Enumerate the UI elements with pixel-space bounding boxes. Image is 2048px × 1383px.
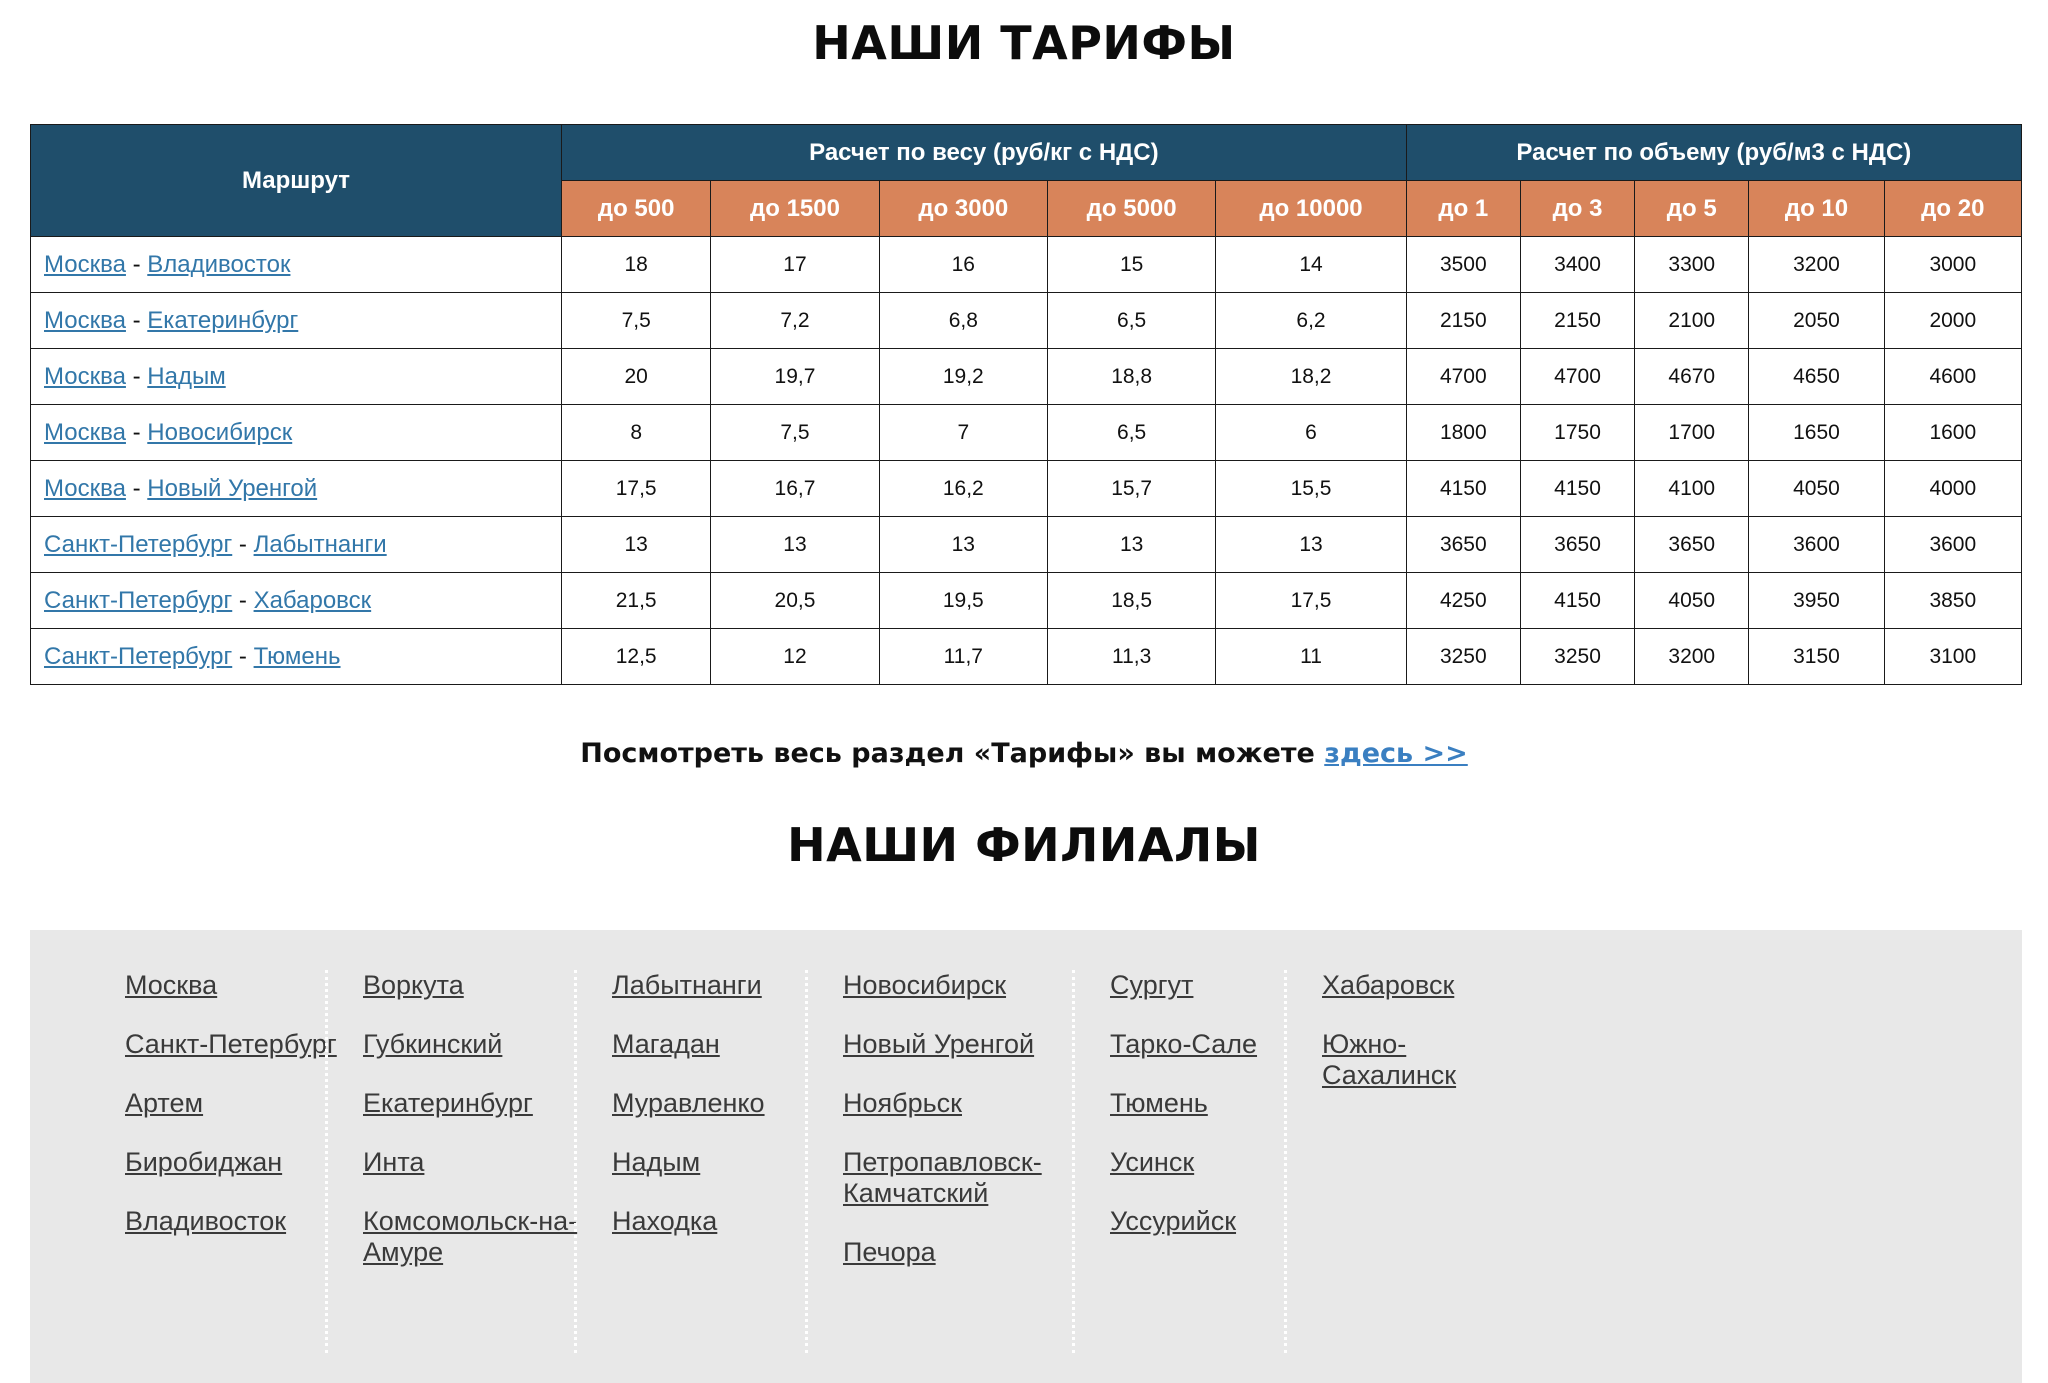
volume-price-cell: 1650	[1749, 405, 1884, 461]
route-cell	[31, 461, 562, 517]
route-from-link[interactable]: Москва	[44, 250, 126, 278]
volume-col-header: до 10	[1749, 181, 1884, 237]
weight-price-cell: 18,8	[1047, 349, 1215, 405]
route-separator: -	[132, 250, 141, 278]
branch-column	[125, 970, 355, 1353]
branch-link[interactable]: Сургут	[1110, 970, 1194, 1000]
volume-price-cell: 3300	[1635, 237, 1749, 293]
branch-link[interactable]: Печора	[843, 1237, 936, 1267]
volume-price-cell: 4100	[1635, 461, 1749, 517]
route-to-link[interactable]: Владивосток	[147, 250, 291, 278]
branch-item	[843, 1029, 1073, 1060]
tariffs-table	[30, 124, 2022, 685]
volume-price-cell: 4650	[1749, 349, 1884, 405]
branch-item	[125, 1206, 355, 1237]
weight-price-cell: 11,3	[1047, 629, 1215, 685]
volume-price-cell: 4250	[1406, 573, 1520, 629]
volume-price-cell: 3950	[1749, 573, 1884, 629]
route-to-link[interactable]: Новосибирск	[147, 418, 293, 446]
branch-item	[1110, 1206, 1340, 1237]
branch-column	[363, 970, 593, 1353]
route-separator: -	[132, 418, 141, 446]
volume-price-cell: 3650	[1406, 517, 1520, 573]
branch-item	[363, 1088, 593, 1119]
route-from-link[interactable]: Москва	[44, 362, 126, 390]
route-to-link[interactable]: Новый Уренгой	[147, 474, 318, 502]
branch-link[interactable]: Надым	[612, 1147, 701, 1177]
route-separator: -	[132, 362, 141, 390]
branch-item	[843, 1088, 1073, 1119]
branch-item	[125, 970, 355, 1001]
weight-price-cell: 7,5	[711, 405, 879, 461]
branch-list	[1110, 970, 1340, 1237]
weight-price-cell: 19,5	[879, 573, 1047, 629]
route-cell	[31, 349, 562, 405]
route-cell	[31, 517, 562, 573]
branch-column	[843, 970, 1073, 1353]
volume-price-cell: 3850	[1884, 573, 2021, 629]
volume-price-cell: 3600	[1884, 517, 2021, 573]
branches-panel	[30, 930, 2022, 1383]
branch-list	[125, 970, 355, 1237]
table-row	[31, 405, 2022, 461]
table-row	[31, 237, 2022, 293]
volume-price-cell: 2150	[1406, 293, 1520, 349]
branch-item	[125, 1147, 355, 1178]
branch-item	[363, 1029, 593, 1060]
branch-column	[1322, 970, 1522, 1353]
branch-item	[363, 1147, 593, 1178]
route-cell	[31, 237, 562, 293]
route-from-link[interactable]: Москва	[44, 306, 126, 334]
weight-price-cell: 15	[1047, 237, 1215, 293]
branch-link[interactable]: Артем	[125, 1088, 204, 1118]
volume-price-cell: 1600	[1884, 405, 2021, 461]
weight-price-cell: 18	[562, 237, 711, 293]
weight-price-cell: 15,7	[1047, 461, 1215, 517]
table-row	[31, 573, 2022, 629]
volume-price-cell: 4150	[1406, 461, 1520, 517]
volume-price-cell: 3650	[1520, 517, 1634, 573]
branch-link[interactable]: Москва	[125, 970, 218, 1000]
branch-link[interactable]: Ноябрьск	[843, 1088, 962, 1118]
route-cell	[31, 629, 562, 685]
tariffs-title: НАШИ ТАРИФЫ	[812, 16, 1236, 70]
volume-price-cell: 2000	[1884, 293, 2021, 349]
branch-item	[1110, 1029, 1340, 1060]
volume-price-cell: 4670	[1635, 349, 1749, 405]
table-row	[31, 349, 2022, 405]
volume-col-header: до 5	[1635, 181, 1749, 237]
weight-price-cell: 13	[711, 517, 879, 573]
weight-group-header: Расчет по весу (руб/кг с НДС)	[562, 125, 1407, 181]
volume-price-cell: 2050	[1749, 293, 1884, 349]
route-header: Маршрут	[31, 125, 562, 237]
weight-price-cell: 12,5	[562, 629, 711, 685]
branch-list	[843, 970, 1073, 1268]
branch-item	[1322, 1029, 1522, 1091]
weight-price-cell: 7,5	[562, 293, 711, 349]
weight-price-cell: 13	[879, 517, 1047, 573]
weight-price-cell: 13	[1216, 517, 1406, 573]
volume-price-cell: 3150	[1749, 629, 1884, 685]
branch-link[interactable]: Новый Уренгой	[843, 1029, 1035, 1059]
weight-col-header: до 5000	[1047, 181, 1215, 237]
volume-price-cell: 2100	[1635, 293, 1749, 349]
weight-price-cell: 14	[1216, 237, 1406, 293]
weight-price-cell: 20,5	[711, 573, 879, 629]
table-row	[31, 629, 2022, 685]
branch-item	[1110, 970, 1340, 1001]
volume-price-cell: 3000	[1884, 237, 2021, 293]
view-all-tariffs-line	[0, 738, 2048, 769]
branch-link[interactable]: Комсомольск-на-Амуре	[363, 1206, 578, 1267]
volume-col-header: до 3	[1520, 181, 1634, 237]
volume-price-cell: 2150	[1520, 293, 1634, 349]
volume-price-cell: 4050	[1749, 461, 1884, 517]
volume-price-cell: 3200	[1635, 629, 1749, 685]
route-from-link[interactable]: Москва	[44, 474, 126, 502]
volume-price-cell: 4050	[1635, 573, 1749, 629]
branch-item	[843, 1147, 1073, 1209]
weight-price-cell: 12	[711, 629, 879, 685]
branch-list	[1322, 970, 1522, 1091]
branch-list	[363, 970, 593, 1268]
route-separator: -	[132, 474, 141, 502]
branch-link[interactable]: Находка	[612, 1206, 718, 1236]
weight-price-cell: 20	[562, 349, 711, 405]
view-all-tariffs-link[interactable]: здесь >>	[1324, 738, 1468, 769]
branch-link[interactable]: Инта	[363, 1147, 425, 1177]
table-row	[31, 517, 2022, 573]
route-separator: -	[132, 306, 141, 334]
weight-price-cell: 11,7	[879, 629, 1047, 685]
weight-col-header: до 500	[562, 181, 711, 237]
volume-price-cell: 3650	[1635, 517, 1749, 573]
weight-price-cell: 21,5	[562, 573, 711, 629]
branch-link[interactable]: Тарко-Сале	[1110, 1029, 1258, 1059]
weight-price-cell: 16	[879, 237, 1047, 293]
branch-link[interactable]: Санкт-Петербург	[125, 1029, 337, 1059]
weight-col-header: до 1500	[711, 181, 879, 237]
table-row	[31, 293, 2022, 349]
volume-price-cell: 3250	[1406, 629, 1520, 685]
weight-price-cell: 7,2	[711, 293, 879, 349]
volume-price-cell: 3500	[1406, 237, 1520, 293]
weight-price-cell: 11	[1216, 629, 1406, 685]
branch-link[interactable]: Магадан	[612, 1029, 720, 1059]
branch-item	[843, 1237, 1073, 1268]
volume-group-header: Расчет по объему (руб/м3 с НДС)	[1406, 125, 2021, 181]
weight-price-cell: 16,7	[711, 461, 879, 517]
weight-price-cell: 17,5	[562, 461, 711, 517]
volume-price-cell: 3100	[1884, 629, 2021, 685]
branch-link[interactable]: Екатеринбург	[363, 1088, 533, 1118]
branch-link[interactable]: Петропавловск-Камчатский	[843, 1147, 1042, 1208]
weight-price-cell: 6,5	[1047, 405, 1215, 461]
route-from-link[interactable]: Санкт-Петербург	[44, 530, 233, 558]
branch-link[interactable]: Муравленко	[612, 1088, 765, 1118]
branch-item	[363, 970, 593, 1001]
branch-item	[1110, 1147, 1340, 1178]
route-to-link[interactable]: Надым	[147, 362, 226, 390]
branch-link[interactable]: Новосибирск	[843, 970, 1007, 1000]
branch-item	[1322, 970, 1522, 1001]
weight-price-cell: 13	[562, 517, 711, 573]
weight-price-cell: 17	[711, 237, 879, 293]
route-to-link[interactable]: Екатеринбург	[147, 306, 299, 334]
route-cell	[31, 293, 562, 349]
weight-price-cell: 13	[1047, 517, 1215, 573]
volume-price-cell: 3600	[1749, 517, 1884, 573]
weight-price-cell: 8	[562, 405, 711, 461]
route-to-link[interactable]: Тюмень	[253, 642, 341, 670]
branch-link[interactable]: Владивосток	[125, 1206, 287, 1236]
volume-col-header: до 1	[1406, 181, 1520, 237]
branch-item	[843, 970, 1073, 1001]
volume-price-cell: 1750	[1520, 405, 1634, 461]
branch-link[interactable]: Губкинский	[363, 1029, 503, 1059]
weight-price-cell: 6,8	[879, 293, 1047, 349]
route-to-link[interactable]: Лабытнанги	[253, 530, 387, 558]
weight-price-cell: 6	[1216, 405, 1406, 461]
branch-link[interactable]: Тюмень	[1110, 1088, 1208, 1118]
tariffs-table-body	[31, 237, 2022, 685]
route-from-link[interactable]: Санкт-Петербург	[44, 586, 233, 614]
volume-price-cell: 1700	[1635, 405, 1749, 461]
volume-price-cell: 1800	[1406, 405, 1520, 461]
branch-link[interactable]: Усинск	[1110, 1147, 1195, 1177]
volume-price-cell: 3200	[1749, 237, 1884, 293]
branch-link[interactable]: Лабытнанги	[612, 970, 762, 1000]
route-from-link[interactable]: Санкт-Петербург	[44, 642, 233, 670]
branch-link[interactable]: Воркута	[363, 970, 464, 1000]
weight-col-header: до 3000	[879, 181, 1047, 237]
weight-price-cell: 17,5	[1216, 573, 1406, 629]
volume-col-header: до 20	[1884, 181, 2021, 237]
route-cell	[31, 573, 562, 629]
view-all-tariffs-text: Посмотреть весь раздел «Тарифы» вы можете	[580, 738, 1325, 769]
route-from-link[interactable]: Москва	[44, 418, 126, 446]
volume-price-cell: 3250	[1520, 629, 1634, 685]
weight-price-cell: 15,5	[1216, 461, 1406, 517]
branch-item	[363, 1206, 593, 1268]
route-separator: -	[238, 642, 247, 670]
weight-price-cell: 16,2	[879, 461, 1047, 517]
route-cell	[31, 405, 562, 461]
weight-price-cell: 6,2	[1216, 293, 1406, 349]
volume-price-cell: 4000	[1884, 461, 2021, 517]
weight-col-header: до 10000	[1216, 181, 1406, 237]
route-to-link[interactable]: Хабаровск	[253, 586, 372, 614]
branch-column	[1110, 970, 1340, 1353]
weight-price-cell: 18,2	[1216, 349, 1406, 405]
branch-link[interactable]: Уссурийск	[1110, 1206, 1237, 1236]
weight-price-cell: 7	[879, 405, 1047, 461]
weight-price-cell: 19,2	[879, 349, 1047, 405]
volume-price-cell: 4600	[1884, 349, 2021, 405]
route-separator: -	[238, 586, 247, 614]
volume-price-cell: 4150	[1520, 461, 1634, 517]
branch-link[interactable]: Биробиджан	[125, 1147, 283, 1177]
weight-price-cell: 19,7	[711, 349, 879, 405]
branch-link[interactable]: Южно-Сахалинск	[1322, 1029, 1457, 1090]
branch-item	[125, 1029, 355, 1060]
weight-price-cell: 18,5	[1047, 573, 1215, 629]
volume-price-cell: 4700	[1406, 349, 1520, 405]
branch-item	[1110, 1088, 1340, 1119]
volume-price-cell: 3400	[1520, 237, 1634, 293]
branch-link[interactable]: Хабаровск	[1322, 970, 1455, 1000]
table-row	[31, 461, 2022, 517]
branch-item	[125, 1088, 355, 1119]
weight-price-cell: 6,5	[1047, 293, 1215, 349]
branches-title: НАШИ ФИЛИАЛЫ	[787, 818, 1261, 872]
volume-price-cell: 4150	[1520, 573, 1634, 629]
route-separator: -	[238, 530, 247, 558]
volume-price-cell: 4700	[1520, 349, 1634, 405]
